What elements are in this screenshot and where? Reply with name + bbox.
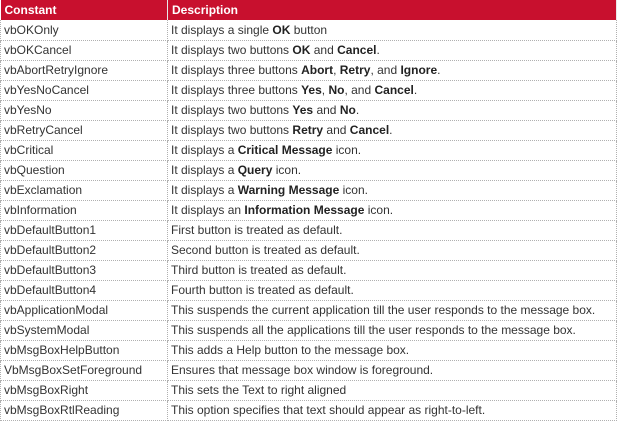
table-row	[1, 400, 617, 420]
constant-cell: vbOKOnly	[1, 20, 168, 40]
description-bold-text: Retry	[339, 63, 371, 77]
description-cell	[168, 320, 617, 340]
description-text: .	[376, 43, 380, 57]
description-cell	[168, 200, 617, 220]
description-text: It displays two buttons	[171, 43, 293, 57]
table-row	[1, 40, 617, 60]
description-text: icon.	[332, 143, 362, 157]
description-text: This option specifies that text should appear as right-to-left.	[171, 403, 486, 417]
description-cell	[168, 220, 617, 240]
description-cell	[168, 260, 617, 280]
constant-cell: vbDefaultButton3	[1, 260, 168, 280]
constant-cell: vbMsgBoxRight	[1, 380, 168, 400]
table-row	[1, 200, 617, 220]
description-text: It displays two buttons	[171, 103, 293, 117]
constant-cell: vbSystemModal	[1, 320, 168, 340]
description-text: It displays a	[171, 163, 238, 177]
description-bold-text: Query	[237, 163, 273, 177]
description-text: It displays a	[171, 183, 238, 197]
description-text: This suspends all the applications till the user responds to the message box.	[171, 323, 576, 337]
description-cell	[168, 340, 617, 360]
description-text: Second button is treated as default.	[171, 243, 360, 257]
table-row	[1, 80, 617, 100]
description-bold-text: No	[328, 83, 345, 97]
table-row	[1, 380, 617, 400]
description-cell	[168, 160, 617, 180]
table-row	[1, 120, 617, 140]
description-bold-text: Retry	[292, 123, 324, 137]
constant-cell: vbYesNoCancel	[1, 80, 168, 100]
description-text: It displays a	[171, 143, 238, 157]
description-text: It displays three buttons	[171, 63, 302, 77]
description-text: ,	[321, 83, 329, 97]
description-text: icon.	[364, 203, 394, 217]
table-row	[1, 180, 617, 200]
description-cell	[168, 120, 617, 140]
table-row	[1, 320, 617, 340]
description-cell	[168, 140, 617, 160]
description-text: This suspends the current application till the user responds to the message box.	[171, 303, 596, 317]
description-bold-text: Warning Message	[237, 183, 340, 197]
constant-cell: vbApplicationModal	[1, 300, 168, 320]
table-row	[1, 240, 617, 260]
description-text: and	[310, 43, 338, 57]
table-row	[1, 340, 617, 360]
table-row	[1, 220, 617, 240]
description-text: button	[290, 22, 328, 37]
constant-cell: vbDefaultButton4	[1, 280, 168, 300]
table-header	[1, 0, 617, 20]
description-cell	[168, 40, 617, 60]
description-bold-text: OK	[292, 43, 311, 57]
table-row	[1, 280, 617, 300]
description-text: , and	[370, 63, 401, 77]
constant-cell: vbAbortRetryIgnore	[1, 60, 168, 80]
description-bold-text: Yes	[292, 103, 314, 117]
constant-cell: vbMsgBoxHelpButton	[1, 340, 168, 360]
description-text: .	[413, 83, 418, 97]
table-row	[1, 260, 617, 280]
description-bold-text: Ignore	[400, 63, 438, 77]
constant-cell: vbDefaultButton2	[1, 240, 168, 260]
description-text: Ensures that message box window is foreground.	[171, 363, 434, 377]
description-cell	[168, 280, 617, 300]
description-cell	[168, 400, 617, 420]
description-cell	[168, 100, 617, 120]
constant-cell: vbExclamation	[1, 180, 168, 200]
description-bold-text: OK	[272, 22, 291, 37]
description-cell	[168, 360, 617, 380]
description-text: It displays three buttons	[171, 83, 302, 97]
description-text: , and	[344, 83, 375, 97]
description-bold-text: Cancel	[337, 43, 377, 57]
header-row	[1, 0, 617, 20]
table-row	[1, 20, 617, 40]
description-text: This sets the Text to right aligned	[171, 383, 347, 397]
description-text: First button is treated as default.	[171, 223, 343, 237]
table-row	[1, 100, 617, 120]
description-bold-text: Yes	[301, 83, 322, 97]
description-text: Fourth button is treated as default.	[171, 283, 354, 297]
constant-cell: vbInformation	[1, 200, 168, 220]
description-bold-text: Abort	[301, 63, 334, 77]
constant-cell: vbQuestion	[1, 160, 168, 180]
description-bold-text: Information Message	[244, 203, 365, 217]
constant-cell: VbMsgBoxSetForeground	[1, 360, 168, 380]
description-text: This adds a Help button to the message box.	[171, 343, 410, 357]
description-text: It displays an	[171, 203, 245, 217]
description-text: and	[313, 103, 340, 117]
description-text: ,	[333, 63, 340, 77]
description-text: Third button is treated as default.	[171, 263, 347, 277]
constant-cell: vbMsgBoxRtlReading	[1, 400, 168, 420]
table-row	[1, 300, 617, 320]
description-text: .	[355, 103, 360, 117]
constant-cell: vbRetryCancel	[1, 120, 168, 140]
table-row	[1, 360, 617, 380]
constant-cell: vbYesNo	[1, 100, 168, 120]
description-cell	[168, 60, 617, 80]
description-text: It displays a single	[171, 22, 273, 37]
constant-cell: vbOKCancel	[1, 40, 168, 60]
description-text: icon.	[272, 163, 302, 177]
table-row	[1, 60, 617, 80]
description-bold-text: Cancel	[374, 83, 414, 97]
description-text: .	[437, 63, 441, 77]
constant-cell: vbCritical	[1, 140, 168, 160]
table-row	[1, 140, 617, 160]
description-cell	[168, 80, 617, 100]
description-bold-text: Cancel	[349, 123, 390, 137]
description-cell	[168, 20, 617, 40]
description-bold-text: No	[339, 103, 356, 117]
description-text: and	[323, 123, 350, 137]
description-cell	[168, 240, 617, 260]
header-description: Description	[168, 0, 617, 20]
description-text: icon.	[339, 183, 368, 197]
table-row	[1, 160, 617, 180]
description-cell	[168, 300, 617, 320]
table-body	[1, 20, 617, 420]
description-cell	[168, 180, 617, 200]
constant-cell: vbDefaultButton1	[1, 220, 168, 240]
description-cell	[168, 380, 617, 400]
description-text: .	[389, 123, 393, 137]
description-text: It displays two buttons	[171, 123, 293, 137]
description-bold-text: Critical Message	[237, 143, 333, 157]
header-constant: Constant	[1, 0, 168, 20]
